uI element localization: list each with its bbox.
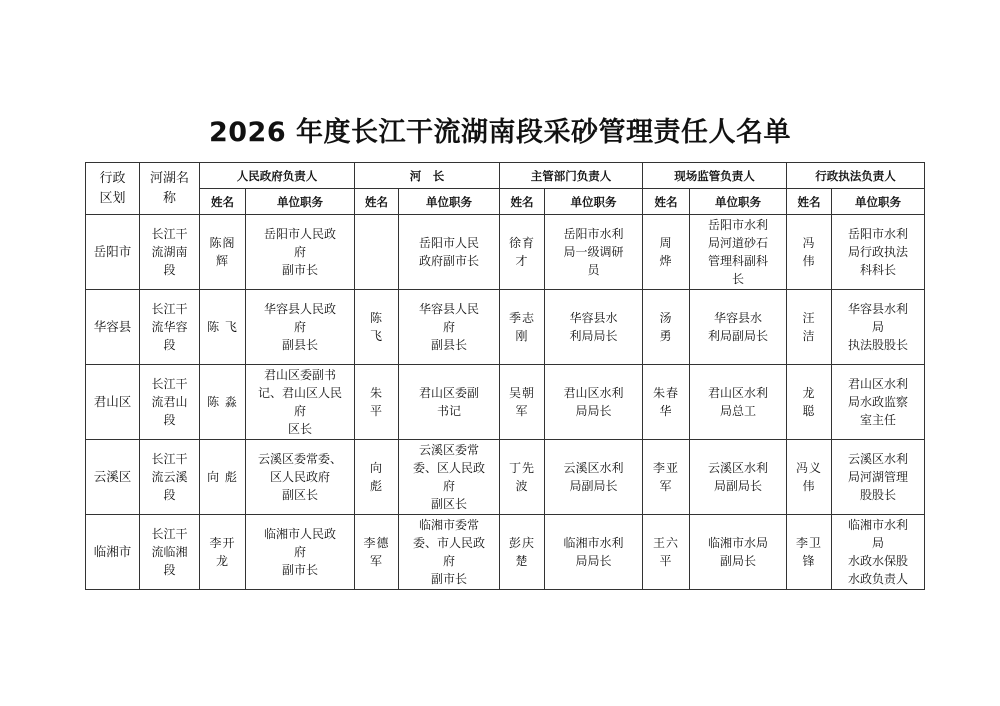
position-cell: 岳阳市水利 局河道砂石 管理科副科 长 <box>690 215 787 290</box>
region-cell: 临湘市 <box>86 515 140 590</box>
name-cell: 冯 伟 <box>787 215 832 290</box>
name-cell: 陈阁 辉 <box>200 215 246 290</box>
name-cell: 周 烨 <box>643 215 690 290</box>
table-row <box>86 365 925 440</box>
header-region: 行政 区划 <box>86 163 140 215</box>
position-cell: 君山区水利 局水政监察 室主任 <box>832 365 925 440</box>
region-cell: 岳阳市 <box>86 215 140 290</box>
header-name: 姓名 <box>500 189 545 215</box>
name-cell: 李亚 军 <box>643 440 690 515</box>
header-name: 姓名 <box>643 189 690 215</box>
header-name: 姓名 <box>787 189 832 215</box>
header-name: 姓名 <box>200 189 246 215</box>
position-cell: 云溪区委常 委、区人民政 府 副区长 <box>399 440 500 515</box>
position-cell: 临湘市人民政 府 副市长 <box>246 515 355 590</box>
header-position: 单位职务 <box>832 189 925 215</box>
position-cell: 华容县人民政 府 副县长 <box>246 290 355 365</box>
table-row <box>86 215 925 290</box>
name-cell: 陈 飞 <box>355 290 399 365</box>
name-cell: 朱 平 <box>355 365 399 440</box>
position-cell: 岳阳市水利 局行政执法 科科长 <box>832 215 925 290</box>
name-cell: 季志 刚 <box>500 290 545 365</box>
position-cell: 君山区水利 局局长 <box>545 365 643 440</box>
name-cell: 李开 龙 <box>200 515 246 590</box>
position-cell: 华容县水 利局副局长 <box>690 290 787 365</box>
name-cell: 陈 淼 <box>200 365 246 440</box>
position-cell: 君山区水利 局总工 <box>690 365 787 440</box>
header-group-supervision: 现场监管负责人 <box>643 163 787 189</box>
name-cell: 李德 军 <box>355 515 399 590</box>
responsibility-table <box>85 162 925 590</box>
position-cell: 华容县人民 府 副县长 <box>399 290 500 365</box>
header-position: 单位职务 <box>399 189 500 215</box>
river-cell: 长江干 流君山 段 <box>140 365 200 440</box>
position-cell: 岳阳市人民政 府 副市长 <box>246 215 355 290</box>
name-cell <box>355 215 399 290</box>
header-river: 河湖名 称 <box>140 163 200 215</box>
position-cell: 云溪区水利 局河湖管理 股股长 <box>832 440 925 515</box>
position-cell: 临湘市水利 局局长 <box>545 515 643 590</box>
river-cell: 长江干 流华容 段 <box>140 290 200 365</box>
table-row <box>86 440 925 515</box>
header-group-river-chief: 河 长 <box>355 163 500 189</box>
document-title: 2026 年度长江干流湖南段采砂管理责任人名单 <box>208 117 792 148</box>
name-cell: 彭庆 楚 <box>500 515 545 590</box>
position-cell: 临湘市水局 副局长 <box>690 515 787 590</box>
position-cell: 云溪区水利 局副局长 <box>690 440 787 515</box>
position-cell: 云溪区委常委、 区人民政府 副区长 <box>246 440 355 515</box>
header-position: 单位职务 <box>246 189 355 215</box>
position-cell: 云溪区水利 局副局长 <box>545 440 643 515</box>
header-group-enforcement: 行政执法负责人 <box>787 163 925 189</box>
position-cell: 君山区委副书 记、君山区人民 府 区长 <box>246 365 355 440</box>
name-cell: 王六 平 <box>643 515 690 590</box>
river-cell: 长江干 流临湘 段 <box>140 515 200 590</box>
header-position: 单位职务 <box>545 189 643 215</box>
region-cell: 云溪区 <box>86 440 140 515</box>
position-cell: 华容县水 利局局长 <box>545 290 643 365</box>
position-cell: 岳阳市人民 政府副市长 <box>399 215 500 290</box>
name-cell: 吴朝 军 <box>500 365 545 440</box>
region-cell: 华容县 <box>86 290 140 365</box>
table-row <box>86 290 925 365</box>
position-cell: 临湘市水利 局 水政水保股 水政负责人 <box>832 515 925 590</box>
name-cell: 向 彪 <box>355 440 399 515</box>
river-cell: 长江干 流湖南 段 <box>140 215 200 290</box>
name-cell: 丁先 波 <box>500 440 545 515</box>
header-group-government: 人民政府负责人 <box>200 163 355 189</box>
name-cell: 陈 飞 <box>200 290 246 365</box>
position-cell: 君山区委副 书记 <box>399 365 500 440</box>
header-position: 单位职务 <box>690 189 787 215</box>
name-cell: 向 彪 <box>200 440 246 515</box>
position-cell: 临湘市委常 委、市人民政 府 副市长 <box>399 515 500 590</box>
position-cell: 华容县水利 局 执法股股长 <box>832 290 925 365</box>
header-name: 姓名 <box>355 189 399 215</box>
name-cell: 朱春 华 <box>643 365 690 440</box>
name-cell: 冯义 伟 <box>787 440 832 515</box>
header-group-department: 主管部门负责人 <box>500 163 643 189</box>
position-cell: 岳阳市水利 局一级调研 员 <box>545 215 643 290</box>
name-cell: 徐育 才 <box>500 215 545 290</box>
name-cell: 李卫 锋 <box>787 515 832 590</box>
name-cell: 汤 勇 <box>643 290 690 365</box>
name-cell: 龙 聪 <box>787 365 832 440</box>
name-cell: 汪 洁 <box>787 290 832 365</box>
table-row <box>86 515 925 590</box>
river-cell: 长江干 流云溪 段 <box>140 440 200 515</box>
region-cell: 君山区 <box>86 365 140 440</box>
